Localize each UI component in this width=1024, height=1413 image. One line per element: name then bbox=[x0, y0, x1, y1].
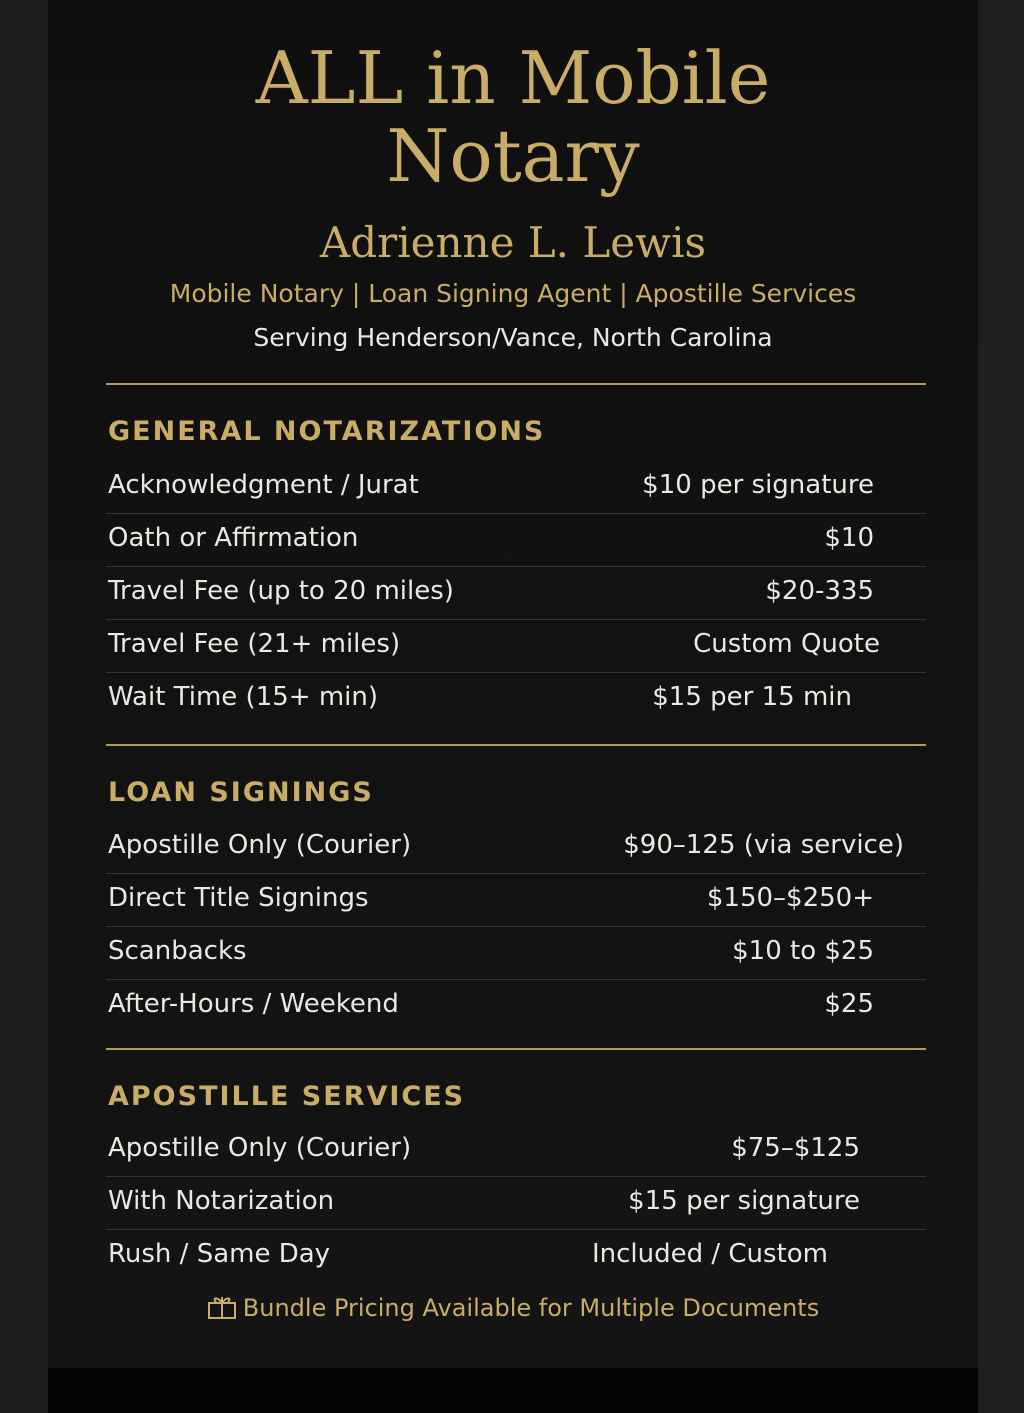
price-row bbox=[106, 1230, 926, 1283]
service-price: Included / Custom bbox=[591, 1239, 828, 1269]
service-price: $25 bbox=[824, 989, 874, 1019]
service-price: $20-335 bbox=[765, 576, 874, 606]
price-row bbox=[106, 514, 926, 567]
price-row bbox=[106, 620, 926, 673]
bottom-bar bbox=[48, 1368, 978, 1413]
business-title-line-2: Notary bbox=[386, 114, 640, 198]
gift-box-icon bbox=[207, 1294, 237, 1320]
service-label: Rush / Same Day bbox=[108, 1239, 331, 1269]
service-price: $90–125 (via service) bbox=[623, 830, 904, 860]
price-row bbox=[106, 567, 926, 620]
price-row bbox=[106, 673, 926, 726]
service-label: Travel Fee (up to 20 miles) bbox=[108, 576, 454, 606]
right-margin bbox=[978, 0, 1024, 1413]
service-label: With Notarization bbox=[108, 1186, 335, 1216]
service-label: Scanbacks bbox=[108, 936, 247, 966]
service-label: Apostille Only (Courier) bbox=[108, 1133, 412, 1163]
section-heading-general-notarizations: GENERAL NOTARIZATIONS bbox=[108, 416, 546, 447]
service-price: $15 per 15 min bbox=[652, 682, 852, 712]
service-label: Wait Time (15+ min) bbox=[108, 682, 379, 712]
service-price: $150–$250+ bbox=[706, 883, 874, 913]
bundle-pricing-text: Bundle Pricing Available for Multiple Documents bbox=[242, 1294, 820, 1322]
service-label: Oath or Affirmation bbox=[108, 523, 359, 553]
price-row bbox=[106, 461, 926, 514]
business-title-line-1: ALL in Mobile bbox=[255, 36, 771, 120]
header-divider bbox=[106, 383, 926, 385]
service-label: After-Hours / Weekend bbox=[108, 989, 399, 1019]
price-row bbox=[106, 980, 926, 1033]
section-heading-loan-signings: LOAN SIGNINGS bbox=[108, 777, 374, 808]
service-price: Custom Quote bbox=[693, 629, 880, 659]
section-divider bbox=[106, 744, 926, 746]
service-price: $10 to $25 bbox=[732, 936, 874, 966]
service-price: $75–$125 bbox=[731, 1133, 860, 1163]
service-price: $10 per signature bbox=[642, 470, 874, 500]
price-row bbox=[106, 927, 926, 980]
service-price: $15 per signature bbox=[628, 1186, 860, 1216]
left-margin bbox=[0, 0, 48, 1413]
service-label: Acknowledgment / Jurat bbox=[108, 470, 419, 500]
price-row bbox=[106, 1177, 926, 1230]
services-tagline: Mobile Notary | Loan Signing Agent | Apostille Services bbox=[169, 279, 857, 308]
price-row bbox=[106, 1124, 926, 1177]
price-row bbox=[106, 874, 926, 927]
owner-name: Adrienne L. Lewis bbox=[319, 218, 707, 267]
service-label: Travel Fee (21+ miles) bbox=[108, 629, 401, 659]
section-divider bbox=[106, 1048, 926, 1050]
service-label: Apostille Only (Courier) bbox=[108, 830, 412, 860]
price-row bbox=[106, 821, 926, 874]
section-heading-apostille-services: APOSTILLE SERVICES bbox=[108, 1081, 466, 1112]
service-area: Serving Henderson/Vance, North Carolina bbox=[253, 323, 773, 352]
bundle-pricing-note bbox=[48, 1290, 978, 1326]
service-label: Direct Title Signings bbox=[108, 883, 369, 913]
service-price: $10 bbox=[824, 523, 874, 553]
